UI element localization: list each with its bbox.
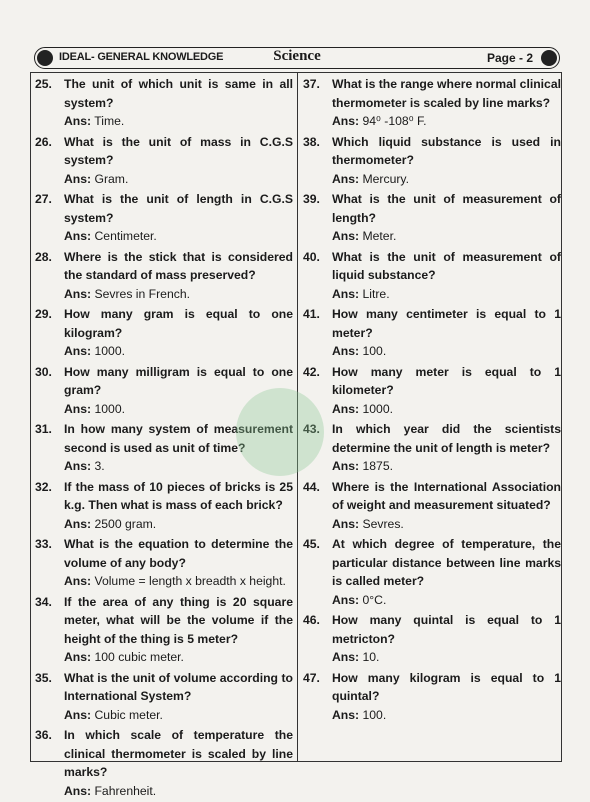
answer-text: 1000. [94, 344, 125, 358]
question-number: 34. [35, 594, 52, 609]
answer-text: Litre. [362, 286, 390, 301]
answer-text: Volume = length x breadth x height. [94, 574, 286, 588]
answer-text: 3. [94, 459, 105, 473]
answer-text: Fahrenheit. [94, 783, 157, 798]
answer-line [303, 515, 561, 533]
question-number: 25. [35, 77, 52, 91]
question-text: How many quintal is equal to 1 metricton? [332, 613, 561, 646]
answer-text: 94⁰ -108⁰ F. [362, 114, 427, 128]
answer-text: Gram. [94, 171, 129, 186]
question-text: Where is the stick that is considered the standard of mass preserved? [64, 249, 293, 282]
question-item [35, 75, 293, 112]
answer-text: Sevres. [362, 516, 404, 531]
question-number: 31. [35, 422, 52, 436]
question-item [303, 190, 561, 227]
answer-line [303, 170, 561, 188]
answer-text: Sevres in French. [94, 286, 190, 301]
question-item [303, 305, 561, 342]
question-text: What is the unit of length in C.G.S system? [64, 192, 293, 225]
question-number: 33. [35, 537, 52, 551]
answer-text: 100. [362, 344, 387, 358]
question-item [35, 190, 293, 227]
question-item [35, 133, 293, 170]
answer-line [303, 112, 561, 130]
answer-text: 0°C. [362, 592, 387, 607]
answer-label: Ans: [332, 516, 360, 531]
question-text: How many meter is equal to 1 kilometer? [332, 364, 561, 397]
answer-text: 2500 gram. [94, 516, 157, 531]
answer-text: Time. [94, 114, 125, 128]
answer-line [35, 782, 293, 800]
answer-text: Centimeter. [94, 229, 157, 243]
answer-text: Meter. [362, 229, 397, 243]
question-number: 45. [303, 537, 320, 551]
answer-label: Ans: [64, 401, 92, 416]
answer-text: 100. [362, 707, 387, 722]
question-text: In how many system of measurement second is used as unit of time? [64, 422, 293, 455]
question-text: How many centimeter is equal to 1 meter? [332, 307, 561, 340]
answer-label: Ans: [332, 592, 360, 607]
answer-label: Ans: [64, 783, 92, 798]
bullet-icon [541, 50, 557, 66]
answer-text: 10. [362, 650, 380, 664]
question-item [303, 363, 561, 400]
answer-line [35, 515, 293, 533]
question-number: 27. [35, 192, 52, 206]
right-column [303, 75, 561, 726]
question-text: What is the unit of measurement of length? [332, 192, 561, 225]
question-item [35, 669, 293, 706]
question-number: 37. [303, 77, 320, 91]
question-number: 29. [35, 307, 52, 321]
question-number: 43. [303, 422, 320, 436]
answer-label: Ans: [332, 401, 360, 416]
answer-label: Ans: [64, 707, 92, 722]
question-item [303, 669, 561, 706]
answer-label: Ans: [332, 707, 360, 722]
answer-line [35, 706, 293, 724]
question-number: 41. [303, 307, 320, 321]
answer-label: Ans: [64, 459, 92, 473]
answer-label: Ans: [332, 459, 360, 473]
question-text: What is the unit of measurement of liquid substance? [332, 249, 561, 282]
answer-label: Ans: [332, 344, 360, 358]
answer-line [35, 648, 293, 666]
watermark-logo [236, 388, 324, 476]
question-text: If the area of any thing is 20 square meter, what will be the volume if the height of the thing is 5 meter? [64, 594, 293, 646]
question-number: 47. [303, 670, 320, 685]
question-number: 30. [35, 364, 52, 379]
question-number: 39. [303, 192, 320, 206]
answer-line [35, 227, 293, 245]
question-item [303, 611, 561, 648]
answer-text: 1000. [362, 401, 393, 416]
answer-text: 100 cubic meter. [94, 650, 184, 664]
answer-line [303, 400, 561, 418]
answer-line [303, 227, 561, 245]
book-title: IDEAL- GENERAL KNOWLEDGE [59, 51, 224, 63]
question-text: Which liquid substance is used in thermometer? [332, 134, 561, 167]
answer-text: Mercury. [362, 171, 409, 186]
question-text: How many milligram is equal to one gram? [64, 364, 293, 397]
answer-label: Ans: [64, 286, 92, 301]
answer-label: Ans: [64, 516, 92, 531]
question-number: 46. [303, 613, 320, 627]
question-text: How many gram is equal to one kilogram? [64, 307, 293, 340]
question-item [303, 133, 561, 170]
answer-line [35, 170, 293, 188]
question-item [35, 726, 293, 782]
question-text: How many kilogram is equal to 1 quintal? [332, 670, 561, 703]
section-title: Science [273, 48, 321, 64]
question-text: In which scale of temperature the clinical thermometer is scaled by line marks? [64, 728, 293, 779]
question-number: 35. [35, 670, 52, 685]
question-number: 44. [303, 479, 320, 494]
answer-line [35, 285, 293, 303]
answer-line [35, 342, 293, 360]
question-text: What is the unit of volume according to International System? [64, 670, 293, 703]
answer-label: Ans: [332, 229, 360, 243]
question-item [303, 248, 561, 285]
answer-label: Ans: [64, 171, 92, 186]
question-number: 28. [35, 249, 52, 264]
question-number: 36. [35, 728, 52, 742]
answer-text: 1875. [362, 459, 393, 473]
answer-line [303, 591, 561, 609]
question-text: At which degree of temperature, the particular distance between line marks is called meter? [332, 537, 561, 588]
answer-line [303, 648, 561, 666]
answer-label: Ans: [64, 650, 92, 664]
question-item [35, 535, 293, 572]
question-text: What is the range where normal clinical thermometer is scaled by line marks? [332, 77, 561, 110]
question-item [303, 420, 561, 457]
question-number: 40. [303, 249, 320, 264]
answer-line [303, 706, 561, 724]
answer-line [303, 342, 561, 360]
question-text: If the mass of 10 pieces of bricks is 25 k.g. Then what is mass of each brick? [64, 479, 293, 512]
answer-text: 1000. [94, 401, 125, 416]
answer-label: Ans: [64, 229, 92, 243]
answer-label: Ans: [332, 286, 360, 301]
answer-line [35, 112, 293, 130]
question-text: What is the unit of mass in C.G.S system? [64, 134, 293, 167]
question-item [35, 593, 293, 649]
question-item [35, 478, 293, 515]
question-text: In which year did the scientists determine the unit of length is meter? [332, 422, 561, 455]
question-number: 38. [303, 134, 320, 149]
answer-label: Ans: [64, 574, 92, 588]
question-item [303, 535, 561, 591]
answer-text: Cubic meter. [94, 707, 163, 722]
answer-line [303, 285, 561, 303]
page-header [34, 47, 560, 69]
answer-label: Ans: [332, 650, 360, 664]
question-number: 32. [35, 479, 52, 494]
answer-line [303, 457, 561, 475]
question-text: What is the equation to determine the volume of any body? [64, 537, 293, 570]
question-item [35, 305, 293, 342]
question-text: The unit of which unit is same in all system? [64, 77, 293, 110]
answer-label: Ans: [64, 114, 92, 128]
question-item [35, 363, 293, 400]
question-item [35, 248, 293, 285]
answer-line [35, 572, 293, 590]
page-number: Page - 2 [486, 51, 533, 65]
question-item [303, 478, 561, 515]
question-number: 26. [35, 134, 52, 149]
answer-label: Ans: [332, 171, 360, 186]
answer-label: Ans: [64, 344, 92, 358]
answer-label: Ans: [332, 114, 360, 128]
question-number: 42. [303, 364, 320, 379]
question-text: Where is the International Association of weight and measurement situated? [332, 479, 561, 512]
question-item [303, 75, 561, 112]
